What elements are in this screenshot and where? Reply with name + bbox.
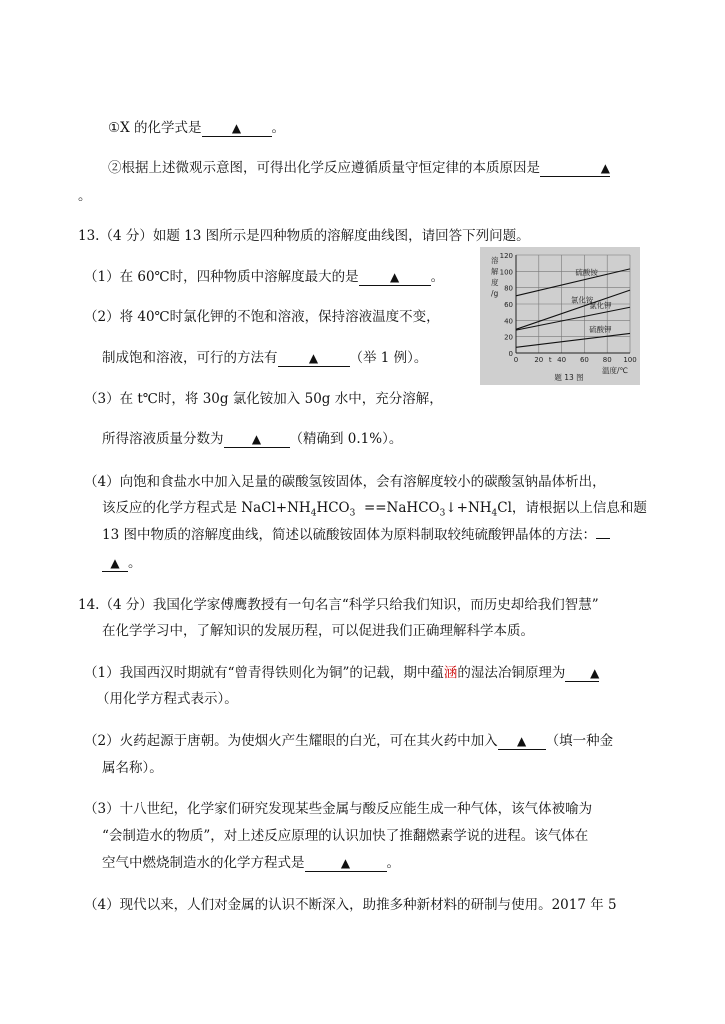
x-tick-label: 80 (602, 356, 612, 364)
q13-part3-line1: （3）在 t℃时，将 30g 氯化铵加入 50g 水中，充分溶解， (84, 391, 443, 407)
x-tick-label: 60 (579, 356, 589, 364)
q14-part3-end: 。 (386, 855, 400, 871)
q13-part3-text: 所得溶液质量分数为 (102, 431, 224, 447)
series-label: 硫酸钾 (589, 325, 612, 335)
y-tick-label: 80 (504, 284, 513, 293)
blank-marker: ▲ (390, 270, 400, 284)
q14-part1-red-char: 涵 (443, 665, 458, 681)
solubility-chart-svg (480, 247, 640, 385)
answer-blank[interactable] (102, 555, 128, 572)
subscript: 4 (491, 508, 498, 519)
y-tick-label: 20 (504, 333, 513, 342)
answer-blank[interactable] (596, 538, 610, 539)
q14-part2-line2: 属名称）。 (102, 760, 163, 776)
answer-blank[interactable] (498, 733, 546, 750)
q13-part4-line2 (102, 499, 647, 523)
q12-item2 (108, 159, 610, 177)
y-axis-label: 溶解度/g (491, 256, 499, 298)
q14-part1-line1 (84, 664, 599, 682)
answer-blank[interactable] (224, 431, 290, 448)
q14-stem-line2: 在化学学习中，了解知识的发展历程，可以促进我们正确理解科学本质。 (102, 623, 534, 639)
q14-part3-line3 (102, 854, 400, 872)
q14-part3-line2: “会制造水的物质”，对上述反应原理的认识加快了推翻燃素学说的进程。该气体在 (102, 828, 589, 844)
q13-part4-line4 (102, 554, 142, 572)
answer-blank[interactable] (565, 665, 599, 682)
series-label: 氯化铵 (570, 295, 594, 305)
q13-part4-line3 (102, 526, 610, 544)
q12-item1 (108, 119, 285, 137)
q14-part2-text: （2）火药起源于唐朝。为使烟火产生耀眼的白光，可在其火药中加入 (84, 733, 498, 749)
q14-part2-line1 (84, 732, 613, 750)
subscript: 3 (439, 508, 446, 519)
equation-part: HCO (316, 500, 350, 516)
equation-part: ==NaHCO (363, 500, 440, 516)
q13-part1-text: （1）在 60℃时，四种物质中溶解度最大的是 (84, 269, 359, 285)
x-tick-label: 40 (557, 356, 567, 364)
answer-blank[interactable] (278, 350, 350, 367)
blank-marker: ▲ (590, 666, 600, 680)
x-tick-label: 100 (623, 356, 637, 364)
q13-stem: 13.（4 分）如题 13 图所示是四种物质的溶解度曲线图，请回答下列问题。 (78, 228, 530, 244)
q13-part2-end: （举 1 例）。 (349, 350, 428, 366)
q14-part1-line2: （用化学方程式表示）。 (96, 691, 238, 707)
q12-item1-text: ①X 的化学式是 (108, 120, 202, 136)
answer-blank[interactable] (202, 120, 272, 137)
blank-marker: ▲ (600, 161, 610, 175)
blank-marker: ▲ (110, 556, 120, 570)
q14-part2-end: （填一种金 (545, 733, 614, 749)
series-label: 氯化钾 (589, 301, 612, 311)
q13-part4-text: 13 图中物质的溶解度曲线，简述以硫酸铵固体为原料制取较纯硫酸钾晶体的方法： (102, 527, 596, 543)
equation-left: 该反应的化学方程式是 NaCl+NH (102, 500, 311, 516)
answer-blank[interactable] (305, 855, 387, 872)
q14-part3-text: 空气中燃烧制造水的化学方程式是 (102, 855, 305, 871)
q13-part3-end: （精确到 0.1%）。 (289, 431, 403, 447)
figure-caption: 题 13 图 (554, 373, 584, 382)
q13-part3-line2 (102, 430, 402, 448)
q13-part1 (84, 268, 444, 286)
q14-part1-text: （1）我国西汉时期就有“曾青得铁则化为铜”的记载，期中蕴 (84, 665, 444, 681)
blank-marker: ▲ (251, 432, 262, 446)
series-line (516, 307, 630, 330)
series-line (516, 333, 630, 347)
answer-blank[interactable] (359, 269, 431, 286)
x-tick-label: t (548, 356, 552, 364)
q14-stem-line1: 14.（4 分）我国化学家傅鹰教授有一句名言“科学只给我们知识，而历史却给我们智慧” (78, 597, 599, 613)
y-tick-label: 60 (504, 301, 513, 309)
q12-item1-end: 。 (271, 120, 286, 136)
equation-right: Cl，请根据以上信息和题 (497, 500, 647, 516)
equation-part: ↓+NH (445, 500, 492, 516)
blank-marker: ▲ (516, 734, 527, 748)
q12-item2-text: ②根据上述微观示意图，可得出化学反应遵循质量守恒定律的本质原因是 (108, 160, 540, 176)
q13-part2-text: 制成饱和溶液，可行的方法有 (102, 350, 278, 366)
q13-part2-line2 (102, 349, 427, 367)
chart-series (516, 269, 630, 347)
q14-part1-text2: 的湿法冶铜原理为 (457, 665, 566, 681)
y-tick-label: 0 (508, 350, 513, 358)
blank-marker: ▲ (231, 121, 242, 135)
q13-part4-line1: （4）向饱和食盐水中加入足量的碳酸氢铵固体，会有溶解度较小的碳酸氢钠晶体析出， (84, 474, 606, 490)
x-tick-label: 20 (534, 356, 544, 364)
x-tick-label: 0 (513, 356, 519, 364)
q13-part1-end: 。 (430, 269, 445, 285)
series-line (516, 269, 630, 296)
q13-part2-line1: （2）将 40℃时氯化钾的不饱和溶液，保持溶液温度不变， (84, 309, 440, 325)
subscript: 3 (349, 508, 356, 519)
series-label: 硫酸铵 (575, 268, 598, 278)
blank-marker: ▲ (308, 351, 319, 365)
answer-blank[interactable] (540, 160, 610, 177)
subscript: 4 (310, 508, 317, 519)
solubility-chart (480, 247, 640, 385)
q13-part4-end: 。 (128, 555, 142, 571)
y-tick-label: 40 (504, 317, 513, 326)
blank-marker: ▲ (340, 856, 351, 870)
x-axis-label: 温度/℃ (602, 366, 628, 375)
q14-part4-line1: （4）现代以来，人们对金属的认识不断深入，助推多种新材料的研制与使用。2017 年 5 (84, 897, 617, 913)
q12-item2-wrap: 。 (78, 188, 92, 204)
q14-part3-line1: （3）十八世纪，化学家们研究发现某些金属与酸反应能生成一种气体，该气体被喻为 (84, 801, 593, 817)
y-tick-label: 120 (499, 252, 513, 260)
y-tick-label: 100 (499, 268, 513, 277)
